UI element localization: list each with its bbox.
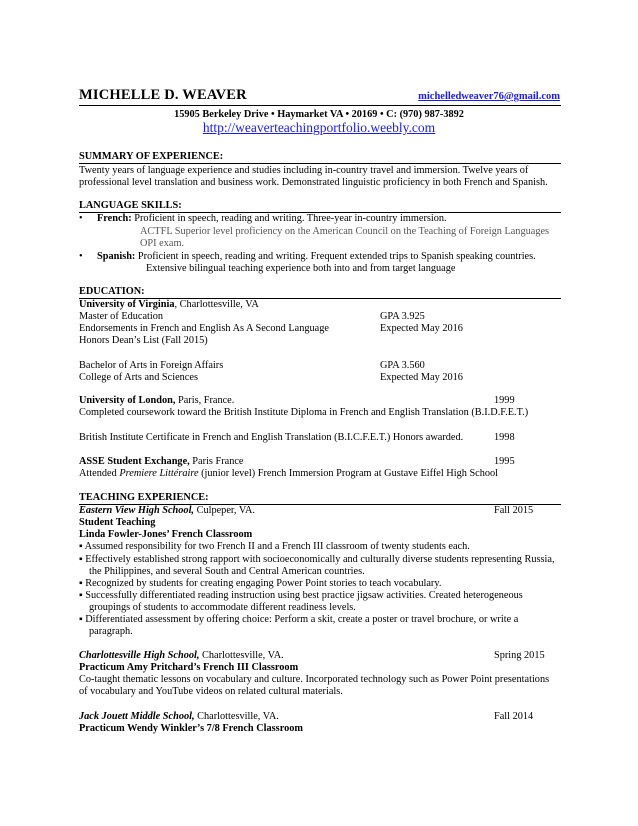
summary-line-2: professional level translation and business work. Demonstrated linguistic proficiency in both French and Spanish. xyxy=(79,177,548,188)
endorsements: Endorsements in French and English As A Second Language xyxy=(79,323,329,334)
candidate-name: MICHELLE D. WEAVER xyxy=(79,87,247,103)
eastern-view-role: Student Teaching xyxy=(79,517,156,528)
asse-desc-b: (junior level) French Immersion Program at Gustave Eiffel High School xyxy=(198,468,499,479)
jack-jouett-location: Charlottesville, VA. xyxy=(194,711,279,722)
asse-desc-program: Premiere Littéraire xyxy=(119,468,199,479)
honors: Honors Dean’s List (Fall 2015) xyxy=(79,335,208,346)
charlottesville-date: Spring 2015 xyxy=(494,650,545,661)
asse-line xyxy=(79,456,244,468)
spanish-line-2: Extensive bilingual teaching experience both into and from target language xyxy=(146,263,456,274)
uva-name: University of Virginia xyxy=(79,299,175,310)
jack-jouett-name: Jack Jouett Middle School, xyxy=(79,711,195,722)
bullet-icon: • xyxy=(79,213,83,224)
college-name: College of Arts and Sciences xyxy=(79,372,198,383)
asse-desc-a: Attended xyxy=(79,468,120,479)
asse-name: ASSE Student Exchange, xyxy=(79,456,190,467)
asse-description xyxy=(79,468,498,480)
charlottesville-desc-2: of vocabulary and YouTube videos on related cultural materials. xyxy=(79,686,343,697)
eastern-view-date: Fall 2015 xyxy=(494,505,534,516)
ev-bullet-3: ▪ Recognized by students for creating engaging Power Point stories to teach vocabulary. xyxy=(79,578,442,589)
eastern-view-name: Eastern View High School, xyxy=(79,505,195,516)
med-gpa: GPA 3.925 xyxy=(380,311,425,322)
london-name: University of London, xyxy=(79,395,176,406)
summary-line-1: Twenty years of language experience and studies including in-country travel and immersion. Twelve years of xyxy=(79,165,529,176)
french-actfl-line-1: ACTFL Superior level proficiency on the American Council on the Teaching of Foreign Languages xyxy=(140,226,550,237)
asse-year: 1995 xyxy=(494,456,515,467)
uva-line xyxy=(79,299,259,311)
ev-bullet-1: ▪ Assumed responsibility for two French II and a French III classroom of twenty students each. xyxy=(79,541,470,552)
med-degree: Master of Education xyxy=(79,311,164,322)
bullet-icon: • xyxy=(79,251,83,262)
jack-jouett-role: Practicum Wendy Winkler’s 7/8 French Classroom xyxy=(79,723,303,734)
college-date: Expected May 2016 xyxy=(380,372,463,383)
header-rule xyxy=(79,105,561,106)
bicfet-certificate: British Institute Certificate in French and English Translation (B.I.C.F.E.T.) Honors awarded. xyxy=(79,432,464,443)
summary-rule xyxy=(79,163,561,164)
spanish-label: Spanish: xyxy=(97,251,136,262)
contact-address: 15905 Berkeley Drive • Haymarket VA • 20169 • C: (970) 987-3892 xyxy=(174,109,464,120)
jack-jouett-date: Fall 2014 xyxy=(494,711,534,722)
london-line xyxy=(79,395,234,407)
charlottesville-location: Charlottesville, VA. xyxy=(199,650,284,661)
spanish-text: Proficient in speech, reading and writing. Frequent extended trips to Spanish speaking countries. xyxy=(135,251,536,262)
eastern-view-line xyxy=(79,505,255,517)
summary-heading: SUMMARY OF EXPERIENCE: xyxy=(79,151,224,162)
ev-bullet-4: ▪ Successfully differentiated reading instruction using best practice jigsaw activities. Created heterogeneous xyxy=(79,590,523,601)
ev-bullet-5: ▪ Differentiated assessment by offering choice: Perform a skit, create a poster or travel brochure, or write a xyxy=(79,614,519,625)
education-heading: EDUCATION: xyxy=(79,286,145,297)
french-skill-line xyxy=(97,213,447,225)
language-skills-heading: LANGUAGE SKILLS: xyxy=(79,200,182,211)
asse-location: Paris France xyxy=(189,456,244,467)
ba-gpa: GPA 3.560 xyxy=(380,360,425,371)
endorsements-date: Expected May 2016 xyxy=(380,323,463,334)
ev-bullet-4-cont: groupings of students to accommodate different readiness levels. xyxy=(89,602,356,613)
teaching-heading: TEACHING EXPERIENCE: xyxy=(79,492,209,503)
uva-location: , Charlottesville, VA xyxy=(174,299,259,310)
ev-bullet-2-cont: the Philippines, and several South and Central American countries. xyxy=(89,566,365,577)
london-year: 1999 xyxy=(494,395,515,406)
london-description: Completed coursework toward the British Institute Diploma in French and English Translation (B.I.D.F.E.T.) xyxy=(79,407,529,418)
bicfet-year: 1998 xyxy=(494,432,515,443)
french-actfl-line-2: OPI exam. xyxy=(140,238,185,249)
ev-bullet-2: ▪ Effectively established strong rapport with socioeconomically and culturally diverse students representing Russia, xyxy=(79,554,555,565)
french-label: French: xyxy=(97,213,132,224)
ba-degree: Bachelor of Arts in Foreign Affairs xyxy=(79,360,224,371)
eastern-view-location: Culpeper, VA. xyxy=(194,505,256,516)
charlottesville-name: Charlottesville High School, xyxy=(79,650,200,661)
jack-jouett-line xyxy=(79,711,279,723)
french-text: Proficient in speech, reading and writing. Three-year in-country immersion. xyxy=(131,213,447,224)
charlottesville-desc-1: Co-taught thematic lessons on vocabulary and culture. Incorporated technology such as Power Point presentations xyxy=(79,674,550,685)
portfolio-link[interactable]: http://weaverteachingportfolio.weebly.com xyxy=(202,120,436,135)
eastern-view-classroom: Linda Fowler-Jones’ French Classroom xyxy=(79,529,253,540)
london-location: Paris, France. xyxy=(175,395,235,406)
charlottesville-line xyxy=(79,650,284,662)
spanish-skill-line xyxy=(97,251,536,263)
email-link[interactable]: michelledweaver76@gmail.com xyxy=(418,91,560,102)
ev-bullet-5-cont: paragraph. xyxy=(89,626,133,637)
charlottesville-role: Practicum Amy Pritchard’s French III Classroom xyxy=(79,662,299,673)
